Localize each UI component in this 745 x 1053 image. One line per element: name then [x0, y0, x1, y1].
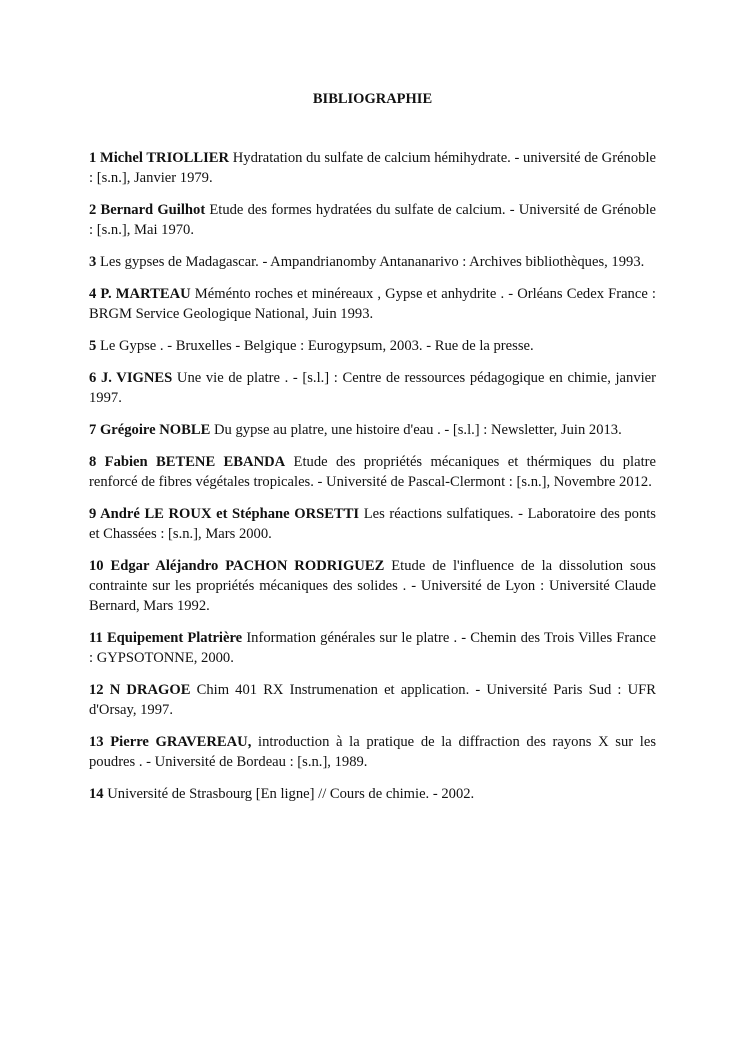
entry-number-author [89, 630, 242, 646]
entry-number: 14 [89, 786, 104, 802]
entry-number: 3 [89, 254, 97, 270]
entry-number: 11 [89, 630, 103, 646]
entry-number: 6 [89, 370, 97, 386]
entry-text: Hydratation du sulfate de calcium hémihydrate. - université de Grénoble : [s.n.], Janvier 1979. [89, 150, 656, 186]
entry-author: P. MARTEAU [100, 286, 191, 302]
entry-number-author [89, 338, 96, 354]
entry-number-author [89, 286, 191, 302]
bibliography-list [89, 148, 656, 816]
entry-text: Université de Strasbourg [En ligne] // Cours de chimie. - 2002. [107, 786, 475, 802]
entry-number-author [89, 506, 359, 522]
bibliography-entry [89, 504, 656, 544]
entry-number-author [89, 370, 172, 386]
entry-text: Les gypses de Madagascar. - Ampandrianomby Antananarivo : Archives bibliothèques, 1993. [99, 254, 645, 270]
entry-number: 10 [89, 558, 104, 574]
entry-text: Etude des propriétés mécaniques et thérmiques du platre renforcé de fibres végétales tropicales. - Université de Pascal-Clermont : [s.n.], Novembre 2012. [89, 454, 656, 490]
entry-author: Bernard Guilhot [100, 202, 206, 218]
bibliography-entry [89, 252, 656, 272]
entry-number: 4 [89, 286, 97, 302]
entry-text: Etude de l'influence de la dissolution sous contrainte sur les propriétés mécaniques des solides . - Université de Lyon : Université Claude Bernard, Mars 1992. [89, 558, 656, 614]
entry-number: 7 [89, 422, 97, 438]
entry-author: Fabien BETENE EBANDA [104, 454, 286, 470]
bibliography-entry [89, 336, 656, 356]
entry-number-author [89, 454, 285, 470]
entry-author: André LE ROUX et Stéphane ORSETTI [100, 506, 360, 522]
bibliography-entry [89, 784, 656, 804]
entry-author: Pierre GRAVEREAU, [110, 734, 252, 750]
bibliography-entry [89, 628, 656, 668]
bibliography-entry [89, 732, 656, 772]
bibliography-entry [89, 200, 656, 240]
entry-author: Michel TRIOLLIER [99, 150, 230, 166]
entry-text: Du gypse au platre, une histoire d'eau . - [s.l.] : Newsletter, Juin 2013. [214, 422, 622, 438]
bibliography-entry [89, 680, 656, 720]
entry-number-author [89, 422, 210, 438]
entry-text: Méménto roches et minéreaux , Gypse et anhydrite . - Orléans Cedex France : BRGM Service Geologique National, Juin 1993. [89, 286, 656, 322]
entry-number-author [89, 202, 205, 218]
entry-text: Etude des formes hydratées du sulfate de calcium. - Université de Grénoble : [s.n.], Mai 1970. [89, 202, 656, 238]
entry-text: Les réactions sulfatiques. - Laboratoire des ponts et Chassées : [s.n.], Mars 2000. [89, 506, 656, 542]
page-title: BIBLIOGRAPHIE [312, 91, 433, 107]
entry-author: N DRAGOE [109, 682, 191, 698]
entry-number: 9 [89, 506, 97, 522]
entry-text: Une vie de platre . - [s.l.] : Centre de ressources pédagogique en chimie, janvier 1997. [89, 370, 657, 406]
bibliography-entry [89, 556, 656, 616]
bibliography-entry [89, 368, 656, 408]
entry-number: 2 [89, 202, 97, 218]
entry-number: 12 [89, 682, 104, 698]
entry-number: 5 [89, 338, 97, 354]
bibliography-entry [89, 420, 656, 440]
entry-author: J. VIGNES [100, 370, 173, 386]
bibliography-entry [89, 284, 656, 324]
entry-number-author [89, 150, 229, 166]
entry-number: 8 [89, 454, 97, 470]
entry-number-author [89, 734, 251, 750]
entry-author: Equipement Platrière [106, 630, 243, 646]
entry-author: Edgar Aléjandro PACHON RODRIGUEZ [110, 558, 385, 574]
entry-text: introduction à la pratique de la diffraction des rayons X sur les poudres . - Université de Bordeau : [s.n.], 1989. [89, 734, 657, 770]
entry-text: Le Gypse . - Bruxelles - Belgique : Eurogypsum, 2003. - Rue de la presse. [99, 338, 534, 354]
entry-author: Grégoire NOBLE [99, 422, 211, 438]
entry-number-author [89, 558, 384, 574]
entry-number-author [89, 254, 96, 270]
entry-number: 1 [89, 150, 97, 166]
entry-number: 13 [89, 734, 104, 750]
entry-number-author [89, 786, 104, 802]
entry-text: Information générales sur le platre . - Chemin des Trois Villes France : GYPSOTONNE, 2000. [89, 630, 656, 666]
entry-number-author [89, 682, 190, 698]
bibliography-entry [89, 148, 656, 188]
entry-text: Chim 401 RX Instrumenation et application. - Université Paris Sud : UFR d'Orsay, 1997. [89, 682, 656, 718]
bibliography-entry [89, 452, 656, 492]
